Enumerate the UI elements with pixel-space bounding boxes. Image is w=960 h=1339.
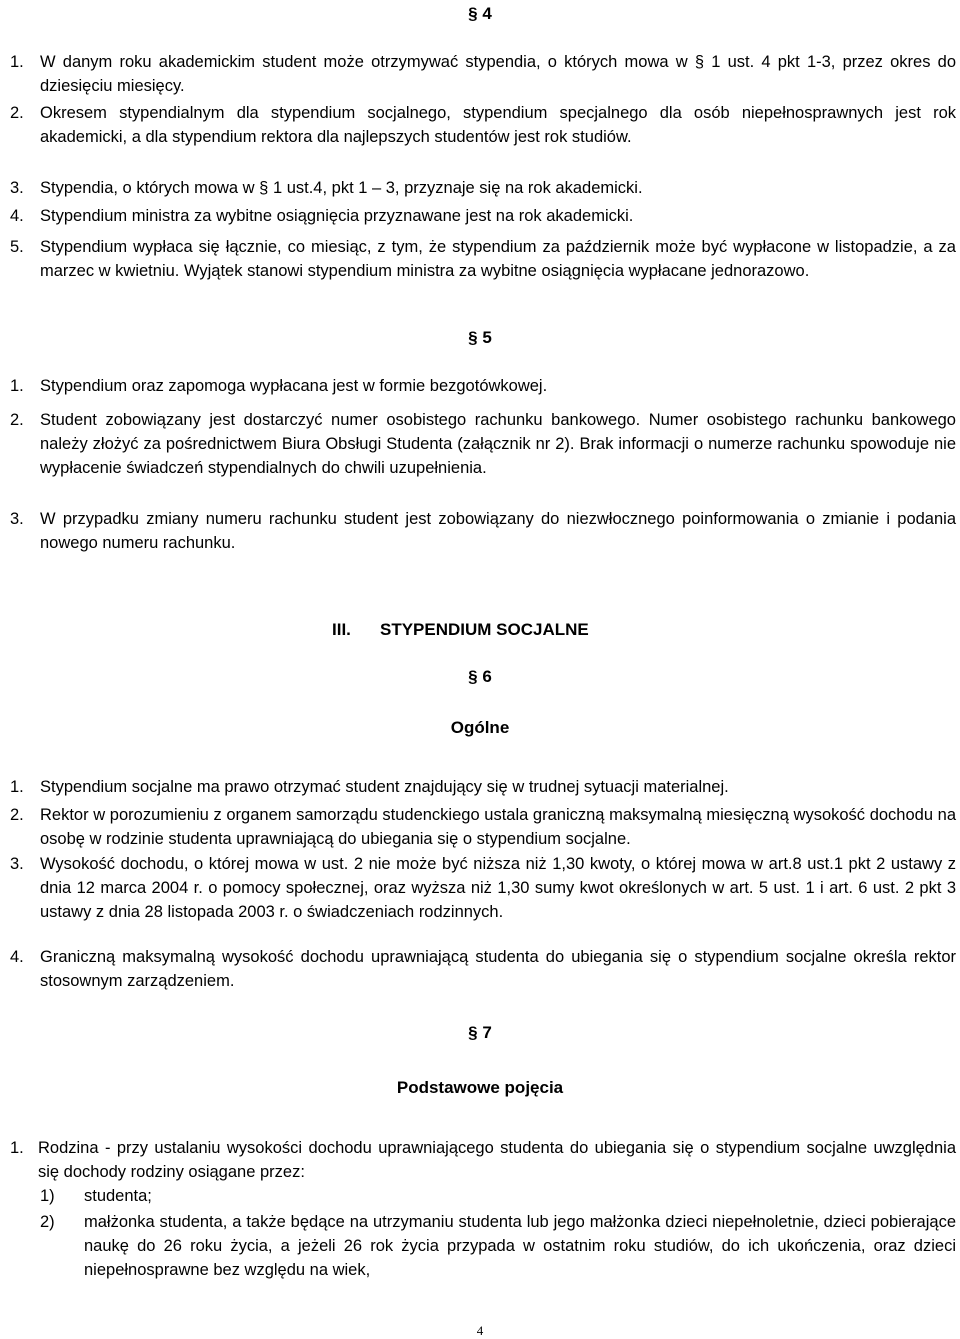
section-4-heading: § 4 <box>468 4 492 23</box>
sub-item-number: 1) <box>40 1187 55 1205</box>
item-number: 2. <box>10 411 24 429</box>
item-number: 3. <box>10 855 24 873</box>
item-number: 1. <box>10 377 24 395</box>
item-text: Stypendium oraz zapomoga wypłacana jest w formie bezgotówkowej. <box>40 377 548 395</box>
item-text: Rektor w porozumieniu z organem samorządu studenckiego ustala graniczną maksymalną miesięczną wysokość dochodu na osobę w rodzinie studenta uprawniającą do ubiegania się o stypendium socjalne. <box>40 806 956 848</box>
item-number: 3. <box>10 179 24 197</box>
item-text: Stypendia, o których mowa w § 1 ust.4, pkt 1 – 3, przyznaje się na rok akademicki. <box>40 179 643 197</box>
chapter-title: STYPENDIUM SOCJALNE <box>380 620 589 639</box>
item-text: Stypendium ministra za wybitne osiągnięcia przyznawane jest na rok akademicki. <box>40 207 634 225</box>
item-text: W przypadku zmiany numeru rachunku student jest zobowiązany do niezwłocznego poinformowania o zmianie i podania nowego numeru rachunku. <box>40 510 956 552</box>
sub-item-text: studenta; <box>84 1187 152 1205</box>
item-text: Student zobowiązany jest dostarczyć numer osobistego rachunku bankowego. Numer osobistego rachunku bankowego należy złożyć za pośrednictwem Biura Obsługi Studenta (załącznik nr 2). Brak informacji o numerze rachunku spowoduje nie wypłacenie świadczeń stypendialnych do chwili uzupełnienia. <box>40 411 956 477</box>
chapter-number: III. <box>332 620 351 639</box>
item-text: Graniczną maksymalną wysokość dochodu uprawniającą studenta do ubiegania się o stypendium socjalne określa rektor stosownym zarządzeniem. <box>40 948 956 990</box>
item-text: Stypendium wypłaca się łącznie, co miesiąc, z tym, że stypendium za październik może być wypłacone w listopadzie, a za marzec w kwietniu. Wyjątek stanowi stypendium ministra za wybitne osiągnięcia wypłacane jednorazowo. <box>40 238 956 280</box>
item-text: Okresem stypendialnym dla stypendium socjalnego, stypendium specjalnego dla osób niepełnosprawnych jest rok akademicki, a dla stypendium rektora dla najlepszych studentów jest rok studiów. <box>40 104 956 146</box>
sub-item-text: małżonka studenta, a także będące na utrzymaniu studenta lub jego małżonka dzieci niepełnoletnie, dzieci pobierające naukę do 26 roku życia, a jeżeli 26 rok życia przypada w ostatnim roku studiów, do ich ukończenia, oraz dzieci niepełnosprawne bez względu na wiek, <box>84 1213 956 1279</box>
item-number: 1. <box>10 1139 24 1157</box>
item-number: 1. <box>10 53 24 71</box>
page-number: 4 <box>476 1323 484 1338</box>
section-5-heading: § 5 <box>468 328 492 347</box>
item-number: 4. <box>10 948 24 966</box>
item-text: Rodzina - przy ustalaniu wysokości dochodu uprawniającego studenta do ubiegania się o stypendium socjalne uwzględnia się dochody rodziny osiągane przez: <box>38 1139 956 1181</box>
section-7-title: Podstawowe pojęcia <box>396 1078 564 1097</box>
item-text: W danym roku akademickim student może otrzymywać stypendia, o których mowa w § 1 ust. 4 pkt 1-3, przez okres do dziesięciu miesięcy. <box>40 53 956 95</box>
item-number: 4. <box>10 207 24 225</box>
item-number: 2. <box>10 806 24 824</box>
item-number: 5. <box>10 238 24 256</box>
section-6-title: Ogólne <box>450 718 510 737</box>
item-number: 3. <box>10 510 24 528</box>
item-text: Wysokość dochodu, o której mowa w ust. 2 nie może być niższa niż 1,30 kwoty, o której mowa w art.8 ust.1 pkt 2 ustawy z dnia 12 marca 2004 r. o pomocy społecznej, oraz wyższa niż 1,30 sumy kwot określonych w art. 5 ust. 1 i art. 6 ust. 2 pkt 3 ustawy z dnia 28 listopada 2003 r. o świadczeniach rodzinnych. <box>40 855 956 921</box>
item-number: 1. <box>10 778 24 796</box>
section-7-heading: § 7 <box>468 1023 492 1042</box>
section-6-heading: § 6 <box>468 667 492 686</box>
item-text: Stypendium socjalne ma prawo otrzymać student znajdujący się w trudnej sytuacji materialnej. <box>40 778 729 796</box>
item-number: 2. <box>10 104 24 122</box>
sub-item-number: 2) <box>40 1213 55 1231</box>
